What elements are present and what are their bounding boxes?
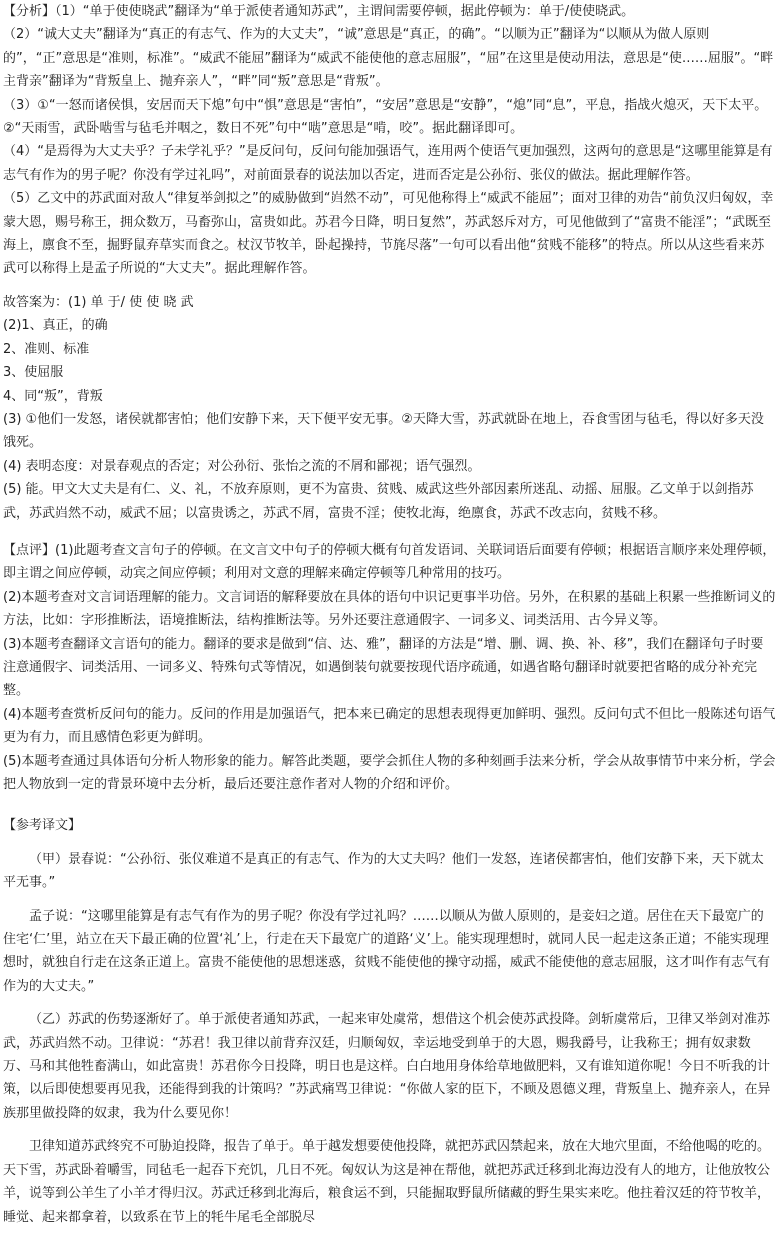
analysis-paragraph-1: 【分析】（1）“单于使使晓武”翻译为“单于派使者通知苏武”，主谓间需要停顿，据此停顿为：单于/使使晓武。 — [3, 4, 635, 19]
comment-paragraph-2: (2)本题考查对文言词语理解的能力。文言词语的解释要放在具体的语句中识记更事半功倍。另外，在积累的基础上积累一些推断词义的方法，比如：字形推断法，语境推断法，结构推断法等。另外还要注意通假字、一词多义、词类活用、古今异义等。 — [3, 589, 776, 629]
answer-line-3: 2、准则、标准 — [3, 341, 90, 357]
answer-line-5: 4、同“叛”，背叛 — [3, 388, 103, 404]
answer-line-8: (5) 能。甲文大丈夫是有仁、义、礼，不放弃原则，更不为富贵、贫贱、威武这些外部因素所迷乱、动摇、屈服。乙文单于以剑指苏武，苏武岿然不动，威武不屈；以富贵诱之，苏武不屑，富贵不淫；使牧北海，绝廪食，苏武不改志向，贫贱不移。 — [3, 482, 754, 521]
comment-paragraph-1: 【点评】(1)此题考查文言句子的停顿。在文言文中句子的停顿大概有句首发语词、关联词语后面要有停顿；根据语言顺序来处理停顿，即主谓之间应停顿，动宾之间应停顿；利用对文意的理解来确定停顿等几种常用的技巧。 — [3, 542, 776, 582]
translation-paragraph-4: 卫律知道苏武终究不可胁迫投降，报告了单于。单于越发想要使他投降，就把苏武囚禁起来，放在大地穴里面，不给他喝的吃的。天下雪，苏武卧着嚼雪，同毡毛一起吞下充饥，几日不死。匈奴认为这是神在帮他，就把苏武迁移到北海边没有人的地方，让他放牧公羊，说等到公羊生了小羊才得归汉。苏武迁移到北海后，粮食运不到，只能掘取野鼠所储藏的野生果实来吃。他拄着汉廷的符节牧羊，睡觉、起来都拿着，以致系在节上的牦牛尾毛全部脱尽 — [3, 1139, 771, 1225]
comment-paragraph-5: (5)本题考查通过具体语句分析人物形象的能力。解答此类题，要学会抓住人物的多种刻画手法来分析，学会从故事情节中来分析，学会把人物放到一定的背景环境中去分析，最后还要注意作者对人物的介绍和评价。 — [3, 753, 776, 792]
translation-paragraph-1: （甲）景春说：“公孙衍、张仪难道不是真正的有志气、作为的大丈夫吗？他们一发怒，连诸侯都害怕，他们安静下来，天下就太平无事。” — [3, 851, 764, 891]
answer-line-4: 3、使屈服 — [3, 365, 64, 381]
answer-line-2: (2)1、真正，的确 — [3, 318, 108, 334]
comment-section — [3, 539, 776, 796]
analysis-paragraph-3: （3）①“一怒而诸侯惧，安居而天下熄”句中“惧”意思是“害怕”，“安居”意思是“安静”，“熄”同“息”，平息，指战火熄灭，天下太平。②“天雨雪，武卧啮雪与毡毛并咽之，数日不死”句中“啮”意思是“啃，咬”。据此翻译即可。 — [3, 97, 768, 137]
answer-section — [3, 291, 776, 525]
translation-section — [3, 814, 776, 1229]
analysis-section — [3, 0, 776, 281]
translation-paragraph-3: （乙）苏武的伤势逐渐好了。单于派使者通知苏武，一起来审处虞常，想借这个机会使苏武投降。剑斩虞常后，卫律又举剑对准苏武，苏武岿然不动。卫律说：“苏君！我卫律以前背弃汉廷，归顺匈奴，幸运地受到单于的大恩，赐我爵号，让我称王；拥有奴隶数万、马和其他牲畜满山，如此富贵！苏君你今日投降，明日也是这样。白白地用身体给草地做肥料，又有谁知道你呢！今日不听我的计策，以后即使想要再见我，还能得到我的计策吗？”苏武痛骂卫律说：“你做人家的臣下，不顾及恩德义理，背叛皇上、抛弃亲人，在异族那里做投降的奴隶，我为什么要见你！ — [3, 1012, 771, 1121]
analysis-paragraph-5: （5）乙文中的苏武面对敌人“律复举剑拟之”的威胁做到“岿然不动”，可见他称得上“威武不能屈”；面对卫律的劝告“前负汉归匈奴，幸蒙大恩，赐号称王，拥众数万，马畜弥山，富贵如此。苏君今日降，明日复然”，苏武怒斥对方，可见他做到了“富贵不能淫”；“武既至海上，廪食不至，掘野鼠弃草实而食之。杖汉节牧羊，卧起操持，节旄尽落”一句可以看出他“贫贱不能移”的特点。所以从这些看来苏武可以称得上是孟子所说的“大丈夫”。据此理解作答。 — [3, 191, 774, 277]
analysis-paragraph-2: （2）“诚大丈夫”翻译为“真正的有志气、作为的大丈夫”，“诚”意思是“真正，的确”。“以顺为正”翻译为“以顺从为做人原则的”，“正”意思是“准则，标准”。“威武不能屈”翻译为“威武不能使他的意志屈服”，“屈”在这里是使动用法，意思是“使……屈服”。“畔主背亲”翻译为“背叛皇上、抛弃亲人”，“畔”同“叛”意思是“背叛”。 — [3, 27, 774, 90]
translation-heading: 【参考译文】 — [3, 818, 82, 834]
translation-paragraph-2: 孟子说：“这哪里能算是有志气有作为的男子呢？你没有学过礼吗？……以顺从为做人原则的，是妾妇之道。居住在天下最宽广的住宅‘仁’里，站立在天下最正确的位置‘礼’上，行走在天下最宽广的道路‘义’上。能实现理想时，就同人民一起走这条正道；不能实现理想时，就独自行走在这条正道上。富贵不能使他的思想迷惑，贫贱不能使他的操守动摇，威武不能使他的意志屈服，这才叫作有志气有作为的大丈夫。” — [3, 908, 771, 994]
answer-line-7: (4) 表明态度：对景春观点的否定；对公孙衍、张怡之流的不屑和鄙视；语气强烈。 — [3, 458, 481, 474]
comment-paragraph-4: (4)本题考查赏析反问句的能力。反问的作用是加强语气，把本来已确定的思想表现得更加鲜明、强烈。反问句式不但比一般陈述句语气更为有力，而且感情色彩更为鲜明。 — [3, 706, 776, 746]
answer-line-6: (3) ①他们一发怒，诸侯就都害怕；他们安静下来，天下便平安无事。②天降大雪，苏武就卧在地上，吞食雪团与毡毛，得以好多天没饿死。 — [3, 411, 764, 451]
answer-line-1: 故答案为：(1) 单 于/ 使 使 晓 武 — [3, 294, 194, 310]
analysis-paragraph-4: （4）“是焉得为大丈夫乎？子未学礼乎？”是反问句，反问句能加强语气，连用两个使语气更加强烈，这两句的意思是“这哪里能算是有志气有作为的男子呢？你没有学过礼吗”，对前面景春的说法加以否定，进而否定是公孙衍、张仪的做法。据此理解作答。 — [3, 144, 773, 183]
comment-paragraph-3: (3)本题考查翻译文言语句的能力。翻译的要求是做到“信、达、雅”，翻译的方法是“增、删、调、换、补、移”，我们在翻译句子时要注意通假字、词类活用、一词多义、特殊句式等情况，如遇倒装句就要按现代语序疏通，如遇省略句翻译时就要把省略的成分补充完整。 — [3, 636, 764, 699]
